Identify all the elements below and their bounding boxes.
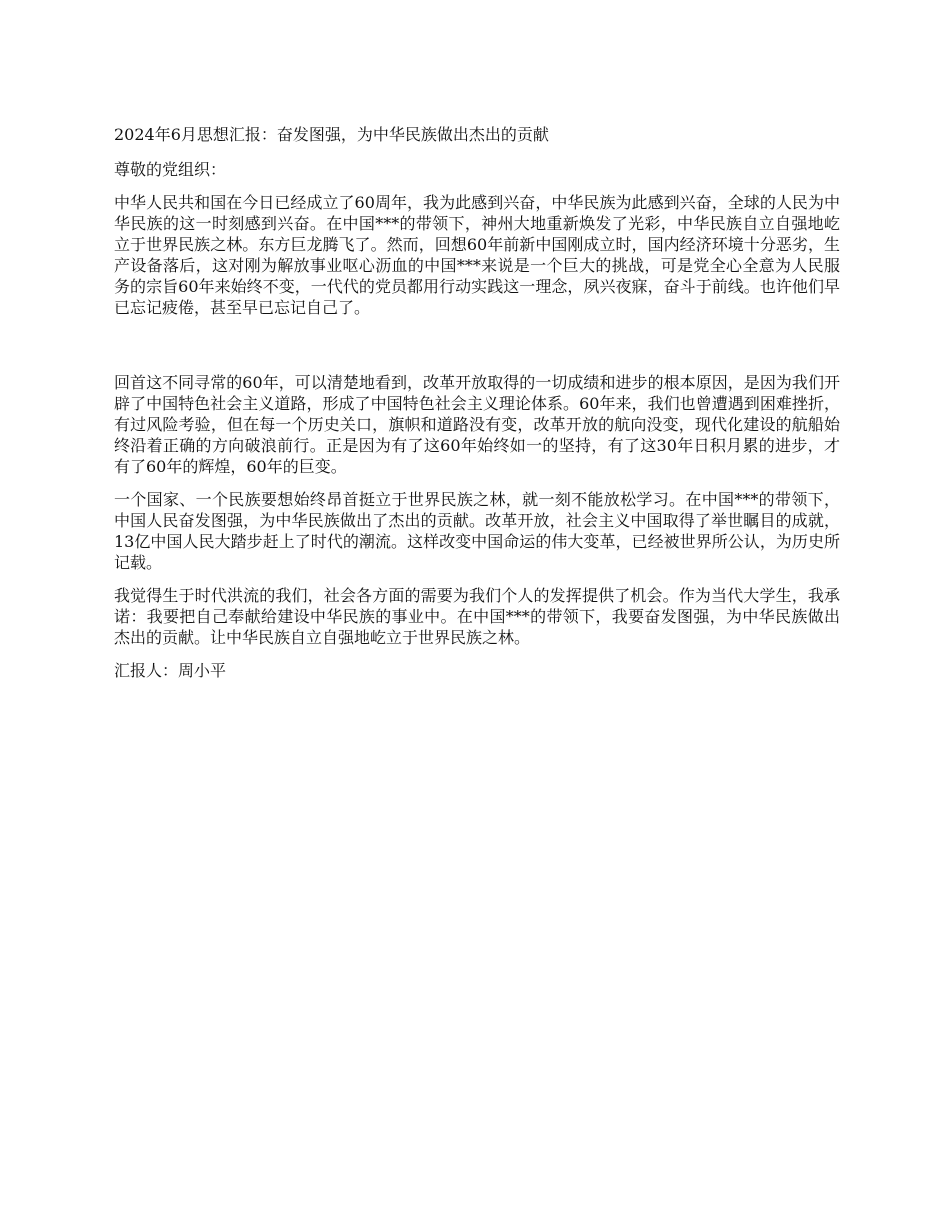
document-body xyxy=(114,124,840,693)
salutation: 尊敬的党组织： xyxy=(114,160,227,179)
paragraph-2: 回首这不同寻常的60年，可以清楚地看到，改革开放取得的一切成绩和进步的根本原因，是因为我们开辟了中国特色社会主义道路，形成了中国特色社会主义理论体系。60年来，我们也曾遭遇到困难挫折，有过风险考验，但在每一个历史关口，旗帜和道路没有变，改革开放的航向没变，现代化建设的航船始终沿着正确的方向破浪前行。正是因为有了这60年始终如一的坚持，有了这30年日积月累的进步，才有了60年的辉煌，60年的巨变。 xyxy=(114,373,840,476)
paragraph-1: 中华人民共和国在今日已经成立了60周年，我为此感到兴奋，中华民族为此感到兴奋，全球的人民为中华民族的这一时刻感到兴奋。在中国***的带领下，神州大地重新焕发了光彩，中华民族自立自强地屹立于世界民族之林。东方巨龙腾飞了。然而，回想60年前新中国刚成立时，国内经济环境十分恶劣，生产设备落后，这对刚为解放事业呕心沥血的中国***来说是一个巨大的挑战，可是党全心全意为人民服务的宗旨60年来始终不变，一代代的党员都用行动实践这一理念，夙兴夜寐，奋斗于前线。也许他们早已忘记疲倦，甚至早已忘记自己了。 xyxy=(114,193,840,317)
paragraph-4: 我觉得生于时代洪流的我们，社会各方面的需要为我们个人的发挥提供了机会。作为当代大学生，我承诺：我要把自己奉献给建设中华民族的事业中。在中国***的带领下，我要奋发图强，为中华民族做出杰出的贡献。让中华民族自立自强地屹立于世界民族之林。 xyxy=(114,586,840,647)
signature: 汇报人：周小平 xyxy=(114,661,227,680)
document-title: 2024年6月思想汇报：奋发图强，为中华民族做出杰出的贡献 xyxy=(114,125,549,144)
paragraph-3: 一个国家、一个民族要想始终昂首挺立于世界民族之林，就一刻不能放松学习。在中国***的带领下，中国人民奋发图强，为中华民族做出了杰出的贡献。改革开放，社会主义中国取得了举世瞩目的成就，13亿中国人民大踏步赶上了时代的潮流。这样改变中国命运的伟大变革，已经被世界所公认，为历史所记载。 xyxy=(114,490,840,572)
